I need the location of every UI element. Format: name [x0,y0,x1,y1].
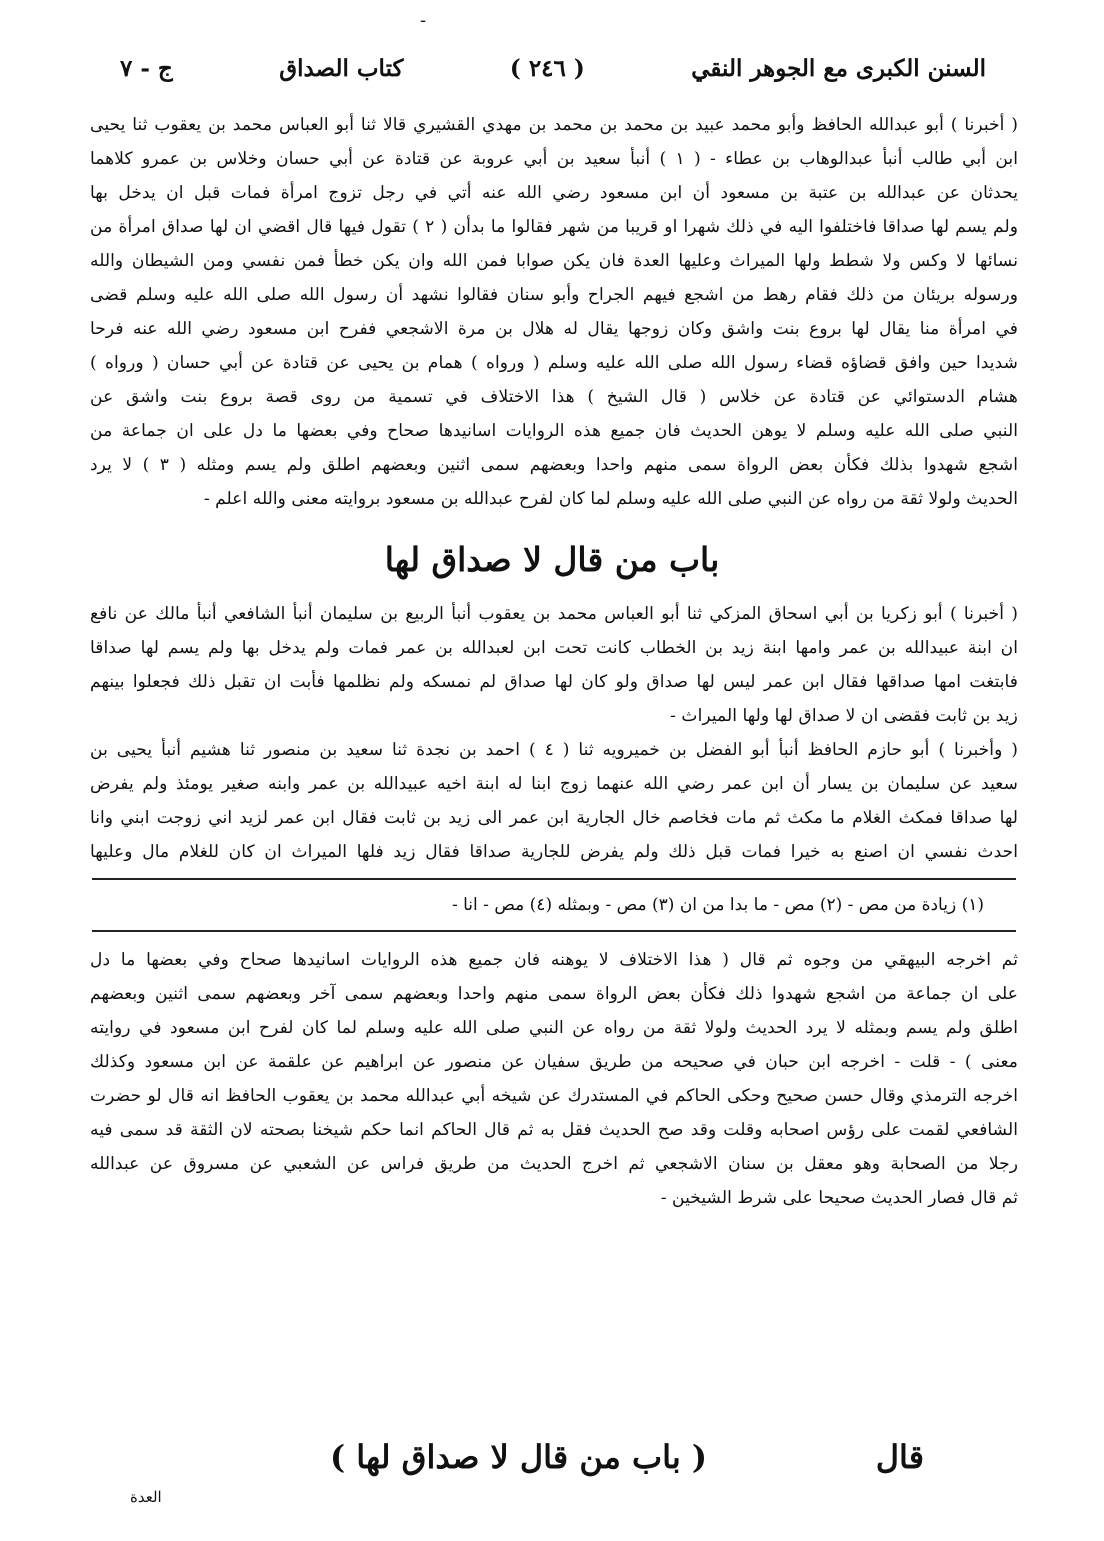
text-line: ابن أبي طالب أنبأ عبدالوهاب بن عطاء - ( ١ ) أنبأ سعيد بن أبي عروبة عن قتادة عن أبي حسان وخلاس بن عمرو كلاهما [90,149,1018,169]
text-line: احدث نفسي ان اصنع به خيرا فمات قبل ذلك ولم يفرض للجارية صداقا فقال زيد فلها الميراث ان كان للغلام مال وعليها [90,842,1018,862]
text-line: الحديث ولولا ثقة من رواه عن النبي صلى الله عليه وسلم لما كان لفرح عبدالله بن مسعود بروايته معنى والله اعلم - [203,489,1018,509]
footnote-divider [92,878,1016,880]
text-line: على ان جماعة من اشجع شهدوا ذلك فكأن بعض الرواة سمى منهم واحدا وبعضهم سمى آخر وبعضهم سمى اثنين وبعضهم [90,984,1018,1004]
catchword: العدة [130,1488,162,1506]
commentary-divider [92,930,1016,932]
text-line: زيد بن ثابت فقضى ان لا صداق لها ولها الميراث - [670,706,1018,726]
text-line: ( وأخبرنا ) أبو حازم الحافظ أنبأ أبو الفضل بن خميرويه ثنا ( ٤ ) احمد بن نجدة ثنا سعيد بن منصور ثنا هشيم أنبأ يحيى بن [90,740,1018,760]
text-line: ( أخبرنا ) أبو زكريا بن أبي اسحاق المزكي ثنا أبو العباس محمد بن يعقوب أنبأ الربيع بن سليمان أنبأ الشافعي أنبأ مالك عن نافع [90,604,1018,624]
running-header [120,48,986,88]
section-title: كتاب الصداق [279,54,404,82]
text-line: ثم اخرجه البيهقي من وجوه ثم قال ( هذا الاختلاف لا يوهنه فان جميع هذه الروايات اسانيدها صحاح وفي بعضها ما دل [90,950,1018,970]
text-line: اطلق ولم يسم وبمثله لا يرد الحديث ولولا ثقة من رواه عن النبي صلى الله عليه وسلم لما كان لفرح ابن مسعود في روايته [90,1018,1018,1038]
volume-number: ج - ٧ [120,54,173,82]
text-line: رجلا من الصحابة وهو معقل بن سنان الاشجعي ثم اخرج الحديث من طريق فراس عن الشعبي عن مسروق عن عبدالله [90,1154,1018,1174]
chapter-title: باب من قال لا صداق لها [384,540,720,579]
text-line: فابتغت امها صداقها فقال ابن عمر ليس لها صداق ولو كان لها صداق لم نمسكه ولم نظلمها فأبت ان تقبل ذلك فجعلوا بينهم [90,672,1018,692]
text-line: النبي صلى الله عليه وسلم لا يوهن الحديث فان جميع هذه الروايات اسانيدها صحاح وفي بعضها ما دل على ان جماعة من [90,421,1018,441]
page-number: ( ٢٤٦ ) [509,54,585,82]
text-line: سعيد عن سليمان بن يسار أن ابن عمر رضي الله عنهما زوج ابنا له ابنة اخيه عبيدالله بن عمر وابنه صغير يومئذ ولم يفرض [90,774,1018,794]
text-line: الشافعي لقمت على رؤس اصحابه وقلت وقد صح الحديث فقل به ثم قال الحاكم انما حكم شيخنا بصحته لان الثقة قد سمى فيه [90,1120,1018,1140]
text-line: ورسوله بريئان من ذلك فقام رهط من اشجع فيهم الجراح وأبو سنان فقالوا نشهد أن رسول الله صلى الله عليه وسلم قضى [90,285,1018,305]
commentary-heading [330,1438,924,1476]
text-line: في امرأة منا يقال لها بروع بنت واشق وكان زوجها يقال له هلال بن مرة الاشجعي ففرح ابن مسعود رضي الله عنه فرحا [90,319,1018,339]
footnotes: (١) زيادة من مص - (٢) مص - ما بدا من ان (٣) مص - وبمثله (٤) مص - انا - [451,895,984,915]
text-line: ثم قال فصار الحديث صحيحا على شرط الشيخين - [660,1188,1018,1208]
text-line: هشام الدستوائي عن قتادة عن خلاس ( قال الشيخ ) هذا الاختلاف في تسمية من روى قصة بروع بنت واشق عن [90,387,1018,407]
text-line: ولم يسم لها صداقا فاختلفوا اليه في ذلك شهرا او قريبا من شهر فقالوا ما بدأن ( ٢ ) تقول فيها قال اقضي ان لها صداق امرأة من [90,217,1018,237]
text-line: لها صداقا فمكث الغلام ما مكث ثم مات فخاصم خال الجارية ابن عمر الى زيد بن ثابت فقال ابن عمر لزيد اني زوجت ابني وانا [90,808,1018,828]
text-line: ( أخبرنا ) أبو عبدالله الحافظ وأبو محمد عبيد بن محمد بن محمد بن مهدي القشيري قالا ثنا أبو العباس محمد بن يعقوب ثنا يحيى [90,115,1018,135]
text-line: شديدا حين وافق قضاؤه قضاء رسول الله صلى الله عليه وسلم ( ورواه ) همام بن يحيى عن قتادة عن أبي حسان ( ورواه ) [90,353,1018,373]
top-mark: - [420,10,427,31]
text-line: يحدثان عن عبدالله بن عتبة بن مسعود أن ابن مسعود رضي الله عنه أتي في رجل تزوج امرأة فمات قبل ان يدخل بها [90,183,1018,203]
text-line: معنى ) - قلت - اخرجه ابن حبان في صحيحه من طريق سفيان عن منصور عن ابراهيم عن علقمة عن ابن مسعود وكذلك [90,1052,1018,1072]
commentary-chapter-title: ( باب من قال لا صداق لها ) [330,1438,708,1476]
text-line: ان ابنة عبيدالله بن عمر وامها ابنة زيد بن الخطاب كانت تحت ابن لعبدالله بن عمر فمات ولم يدخل بها ولم يسم لها صداقا [90,638,1018,658]
qala-label: قال [875,1438,924,1476]
text-line: اشجع شهدوا بذلك فكأن بعض الرواة سمى منهم واحدا وبعضهم سمى اثنين وبعضهم اطلق ولم يسم ومثله ( ٣ ) لا يرد [90,455,1018,475]
text-line: اخرجه الترمذي وقال حسن صحيح وحكى الحاكم في المستدرك عن شيخه أبي عبدالله محمد بن يعقوب الحافظ انه قال لو حضرت [90,1086,1018,1106]
book-title: السنن الكبرى مع الجوهر النقي [691,54,986,82]
text-line: نسائها لا وكس ولا شطط ولها الميراث وعليها العدة فان يكن صوابا فمن الله وان يكن خطأ فمن نفسي ومن الشيطان والله [90,251,1018,271]
